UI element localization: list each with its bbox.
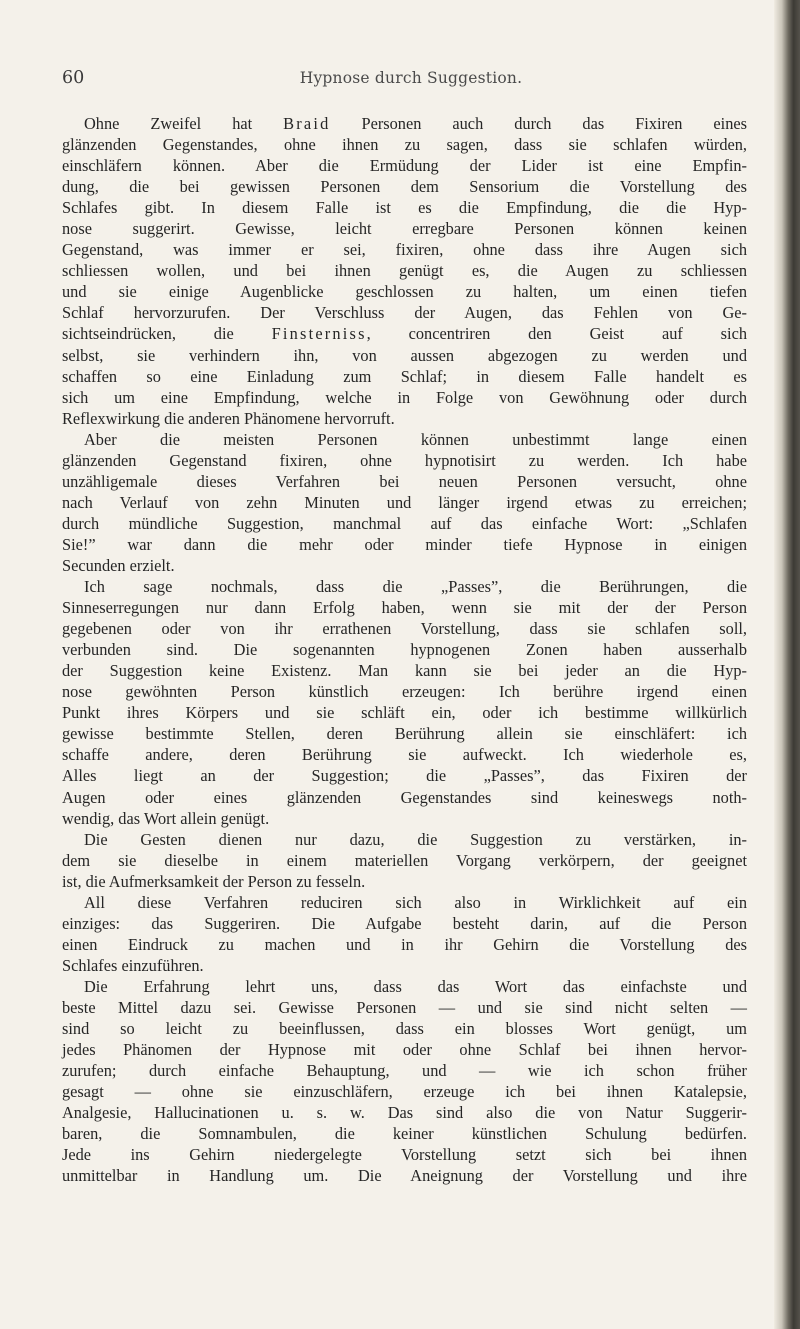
text-line: schaffe andere, deren Berührung sie aufweckt. Ich wiederhole es, [62, 745, 747, 765]
spaced-name: Braid [283, 114, 331, 133]
text-line: Schlaf hervorzurufen. Der Verschluss der Augen, das Fehlen von Ge- [62, 303, 747, 323]
text-line: jedes Phänomen der Hypnose mit oder ohne Schlaf bei ihnen hervor- [62, 1040, 747, 1060]
text-line: Schlafes einzuführen. [62, 955, 204, 975]
page-header [62, 68, 760, 94]
text-line: gegebenen oder von ihr errathenen Vorstellung, dass sie schlafen soll, [62, 619, 747, 639]
text-line: Gegenstand, was immer er sei, fixiren, ohne dass ihre Augen sich [62, 240, 747, 260]
binding-edge [774, 0, 800, 1329]
text-line: glänzenden Gegenstand fixiren, ohne hypnotisirt zu werden. Ich habe [62, 450, 747, 470]
text-line: dem sie dieselbe in einem materiellen Vorgang verkörpern, der geeignet [62, 850, 747, 870]
text-line: einschläfern können. Aber die Ermüdung der Lider ist eine Empfin- [62, 156, 747, 176]
spaced-name: Finsterniss [271, 324, 367, 344]
text-line: Ich sage nochmals, dass die „Passes”, die Berührungen, die [84, 577, 747, 597]
text-line: Augen oder eines glänzenden Gegenstandes sind keineswegs noth- [62, 787, 747, 807]
text-line: einziges: das Suggeriren. Die Aufgabe besteht darin, auf die Person [62, 913, 747, 933]
paragraph [62, 892, 747, 976]
text-line: baren, die Somnambulen, die keiner künstlichen Schulung bedürfen. [62, 1124, 747, 1144]
text-line: unzähligemale dieses Verfahren bei neuen Personen versucht, ohne [62, 471, 747, 491]
text-line: wendig, das Wort allein genügt. [62, 808, 270, 828]
text-line: nose suggerirt. Gewisse, leicht erregbare Personen können keinen [62, 219, 747, 239]
text-line: Secunden erzielt. [62, 555, 175, 575]
text-line: zurufen; durch einfache Behauptung, und — wie ich schon früher [62, 1061, 747, 1081]
text-line: beste Mittel dazu sei. Gewisse Personen — und sie sind nicht selten — [62, 997, 747, 1017]
text-line: dung, die bei gewissen Personen dem Sensorium die Vorstellung des [62, 177, 747, 197]
text-line: Reflexwirkung die anderen Phänomene hervorruft. [62, 408, 395, 428]
text-line: sind so leicht zu beeinflussen, dass ein blosses Wort genügt, um [62, 1019, 747, 1039]
text-line: der Suggestion keine Existenz. Man kann sie bei jeder an die Hyp- [62, 661, 747, 681]
text-line: Die Gesten dienen nur dazu, die Suggestion zu verstärken, in- [84, 829, 747, 849]
text-line: Punkt ihres Körpers und sie schläft ein, oder ich bestimme willkürlich [62, 703, 747, 723]
text-line: durch mündliche Suggestion, manchmal auf das einfache Wort: „Schlafen [62, 513, 747, 533]
paragraph [62, 113, 747, 429]
text-line: All diese Verfahren reduciren sich also in Wirklichkeit auf ein [84, 892, 747, 912]
text-line: Alles liegt an der Suggestion; die „Passes”, das Fixiren der [62, 766, 747, 786]
text-line: ist, die Aufmerksamkeit der Person zu fesseln. [62, 871, 366, 891]
text-line: sich um eine Empfindung, welche in Folge von Gewöhnung oder durch [62, 387, 747, 407]
paragraph [62, 429, 747, 576]
text-line: unmittelbar in Handlung um. Die Aneignung der Vorstellung und ihre [62, 1166, 747, 1186]
text-line: Aber die meisten Personen können unbestimmt lange einen [84, 429, 747, 449]
text-line: schliessen wollen, und bei ihnen genügt es, die Augen zu schliessen [62, 261, 747, 281]
text-line: Jede ins Gehirn niedergelegte Vorstellung setzt sich bei ihnen [62, 1145, 747, 1165]
text-line: verbunden sind. Die sogenannten hypnogenen Zonen haben ausserhalb [62, 640, 747, 660]
text-line: sichtseindrücken, die Finsterniss, concentriren den Geist auf sich [62, 324, 747, 344]
text-line: schaffen so eine Einladung zum Schlaf; in diesem Falle handelt es [62, 366, 747, 386]
text-line: gewisse bestimmte Stellen, deren Berührung allein sie einschläfert: ich [62, 724, 747, 744]
text-line: glänzenden Gegenstandes, ohne ihnen zu sagen, dass sie schlafen würden, [62, 135, 747, 155]
text-line: und sie einige Augenblicke geschlossen zu halten, um einen tiefen [62, 282, 747, 302]
paragraph [62, 576, 747, 829]
text-line: einen Eindruck zu machen und in ihr Gehirn die Vorstellung des [62, 934, 747, 954]
text-line: Ohne Zweifel hat Braid Personen auch durch das Fixiren eines [84, 114, 747, 133]
text-line: nose gewöhnten Person künstlich erzeugen: Ich berühre irgend einen [62, 682, 747, 702]
body-text [62, 113, 747, 1186]
text-line: gesagt — ohne sie einzuschläfern, erzeuge ich bei ihnen Katalepsie, [62, 1082, 747, 1102]
paragraph [62, 976, 747, 1186]
text-line: Schlafes gibt. In diesem Falle ist es die Empfindung, die die Hyp- [62, 198, 747, 218]
text-line: Die Erfahrung lehrt uns, dass das Wort das einfachste und [84, 976, 747, 996]
text-line: Sie!” war dann die mehr oder minder tiefe Hypnose in einigen [62, 534, 747, 554]
running-head: Hypnose durch Suggestion. [299, 69, 523, 87]
text-line: Sinneserregungen nur dann Erfolg haben, wenn sie mit der der Person [62, 598, 747, 618]
page-number: 60 [62, 68, 85, 88]
text-line: nach Verlauf von zehn Minuten und länger irgend etwas zu erreichen; [62, 492, 747, 512]
paragraph [62, 829, 747, 892]
text-line: Analgesie, Hallucinationen u. s. w. Das sind also die von Natur Suggerir- [62, 1103, 747, 1123]
text-line: selbst, sie verhindern ihn, von aussen abgezogen zu werden und [62, 345, 747, 365]
